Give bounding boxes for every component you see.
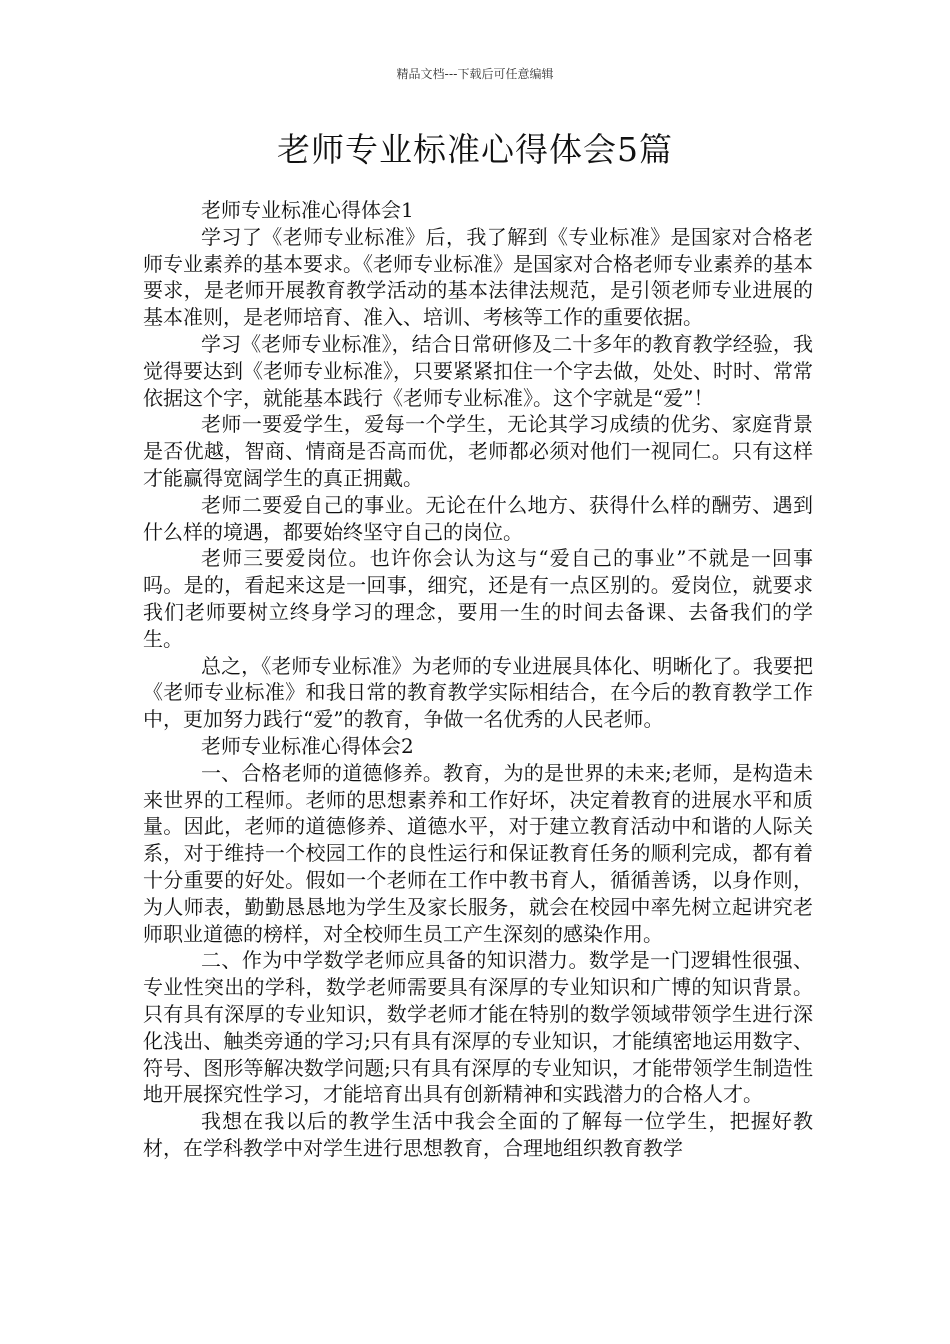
paragraph: 我想在我以后的教学生活中我会全面的了解每一位学生，把握好教材，在学科教学中对学生进行思想教育，合理地组织教育教学 bbox=[143, 1109, 813, 1160]
paragraph: 二、作为中学数学老师应具备的知识潜力。数学是一门逻辑性很强、专业性突出的学科，数学老师需要具有深厚的专业知识和广博的知识背景。只有具有深厚的专业知识，数学老师才能在特别的数学领域带领学生进行深化浅出、触类旁通的学习;只有具有深厚的专业知识，才能缜密地运用数字、符号、图形等解决数学问题;只有具有深厚的专业知识，才能带领学生制造性地开展探究性学习，才能培育出具有创新精神和实践潜力的合格人才。 bbox=[143, 948, 813, 1107]
paragraph: 学习了《老师专业标准》后，我了解到《专业标准》是国家对合格老师专业素养的基本要求。《老师专业标准》是国家对合格老师专业素养的基本要求，是老师开展教育教学活动的基本法律法规范，是引领老师专业进展的基本准则，是老师培育、准入、培训、考核等工作的重要依据。 bbox=[143, 224, 813, 330]
paragraph: 一、合格老师的道德修养。教育，为的是世界的未来;老师，是构造未来世界的工程师。老师的思想素养和工作好坏，决定着教育的进展水平和质量。因此，老师的道德修养、道德水平，对于建立教育活动中和谐的人际关系，对于维持一个校园工作的良性运行和保证教育任务的顺利完成，都有着十分重要的好处。假如一个老师在工作中教书育人，循循善诱，以身作则，为人师表，勤勤恳恳地为学生及家长服务，就会在校园中率先树立起讲究老师职业道德的榜样，对全校师生员工产生深刻的感染作用。 bbox=[143, 760, 813, 946]
header-note: 精品文档---下载后可任意编辑 bbox=[396, 67, 554, 81]
document-title: 老师专业标准心得体会5篇 bbox=[277, 130, 673, 169]
section-heading: 老师专业标准心得体会1 bbox=[201, 198, 414, 222]
paragraph: 老师二要爱自己的事业。无论在什么地方、获得什么样的酬劳、遇到什么样的境遇，都要始终坚守自己的岗位。 bbox=[143, 492, 813, 544]
paragraph: 总之，《老师专业标准》为老师的专业进展具体化、明晰化了。我要把《老师专业标准》和我日常的教育教学实际相结合，在今后的教育教学工作中，更加努力践行“爱”的教育，争做一名优秀的人民老师。 bbox=[143, 653, 813, 732]
section-heading: 老师专业标准心得体会2 bbox=[201, 733, 414, 758]
paragraph: 老师一要爱学生，爱每一个学生，无论其学习成绩的优劣、家庭背景是否优越，智商、情商是否高而优，老师都必须对他们一视同仁。只有这样才能赢得宽阔学生的真正拥戴。 bbox=[143, 412, 813, 490]
paragraph: 老师三要爱岗位。也许你会认为这与“爱自己的事业”不就是一回事吗。是的，看起来这是一回事，细究，还是有一点区别的。爱岗位，就要求我们老师要树立终身学习的理念，要用一生的时间去备课、去备我们的学生。 bbox=[143, 546, 813, 651]
paragraph: 学习《老师专业标准》，结合日常研修及二十多年的教育教学经验，我觉得要达到《老师专业标准》，只要紧紧扣住一个字去做，处处、时时、常常依据这个字，就能基本践行《老师专业标准》。这个字就是“爱”！ bbox=[143, 331, 813, 410]
document-body bbox=[143, 197, 813, 1162]
